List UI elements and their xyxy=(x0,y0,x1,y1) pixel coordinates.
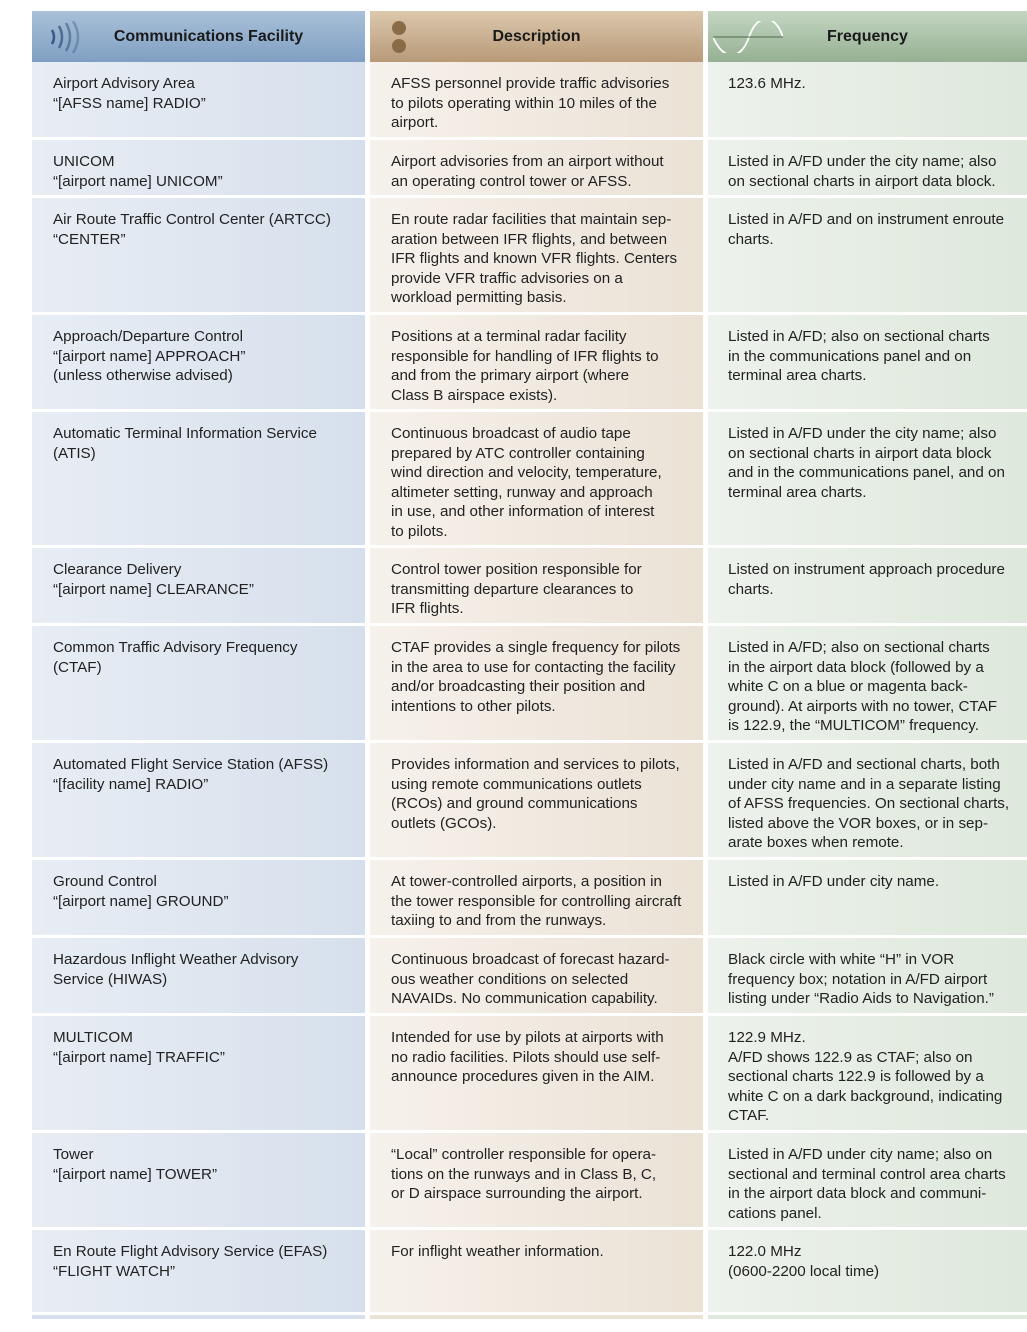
description-cell xyxy=(370,198,703,315)
frequency-text-line: Black circle with white “H” in VOR xyxy=(728,951,955,968)
frequency-cell xyxy=(708,938,1027,1016)
frequency-cell xyxy=(708,1016,1027,1133)
frequency-text-line: frequency box; notation in A/FD airport xyxy=(728,970,988,988)
frequency-cell xyxy=(708,626,1027,743)
radio-waves-icon xyxy=(42,21,84,53)
description-text-line: Control tower position responsible for xyxy=(391,561,642,578)
facility-text-line: (CTAF) xyxy=(53,658,102,676)
facility-text-line: Automatic Terminal Information Service xyxy=(53,425,317,442)
frequency-text-line: charts. xyxy=(728,580,774,598)
facility-text-line: En Route Flight Advisory Service (EFAS) xyxy=(53,1243,328,1260)
frequency-cell xyxy=(708,860,1027,938)
frequency-text-line: Listed in A/FD and on instrument enroute xyxy=(728,211,1005,228)
header-row xyxy=(32,11,1027,62)
facility-text-line: (ATIS) xyxy=(53,444,96,462)
facility-text-line: UNICOM xyxy=(53,153,115,170)
facility-text-line: “CENTER” xyxy=(53,230,126,248)
description-text-line: taxiing to and from the runways. xyxy=(391,912,607,929)
frequency-text-line: Listed in A/FD; also on sectional charts xyxy=(728,639,990,656)
frequency-text-line: 122.9 MHz. xyxy=(728,1029,806,1046)
facility-text-line: Ground Control xyxy=(53,873,157,890)
facility-text-line: (unless otherwise advised) xyxy=(53,367,233,384)
table-row xyxy=(32,1133,1027,1230)
description-text-line: Continuous broadcast of forecast hazard- xyxy=(391,951,670,968)
description-text-line: Continuous broadcast of audio tape xyxy=(391,425,631,442)
description-cell xyxy=(370,1230,703,1315)
frequency-text-line: ground). At airports with no tower, CTAF xyxy=(728,697,997,715)
table-row xyxy=(32,1230,1027,1315)
frequency-text-line: sectional and terminal control area charts xyxy=(728,1165,1006,1183)
description-cell xyxy=(370,626,703,743)
description-text-line: AFSS personnel provide traffic advisories xyxy=(391,75,670,92)
table-row xyxy=(32,140,1027,198)
communications-table xyxy=(32,11,1027,1315)
frequency-text-line: in the airport data block (followed by a xyxy=(728,658,984,676)
frequency-text-line: in the communications panel and on xyxy=(728,347,972,365)
facility-text-line: Airport Advisory Area xyxy=(53,75,195,92)
description-text-line: Positions at a terminal radar facility xyxy=(391,328,627,345)
table-row xyxy=(32,1016,1027,1133)
frequency-text-line: of AFSS frequencies. On sectional charts, xyxy=(728,795,1010,812)
frequency-text-line: 123.6 MHz. xyxy=(728,75,806,92)
frequency-cell xyxy=(708,1230,1027,1315)
description-text-line: and/or broadcasting their position and xyxy=(391,678,646,695)
header-description xyxy=(370,11,703,62)
frequency-text-line: terminal area charts. xyxy=(728,483,867,501)
facility-text-line: Approach/Departure Control xyxy=(53,328,243,345)
description-text-line: airport. xyxy=(391,114,439,131)
facility-text-line: Service (HIWAS) xyxy=(53,970,168,988)
facility-text-line: “[facility name] RADIO” xyxy=(53,775,209,793)
frequency-text-line: white C on a blue or magenta back- xyxy=(728,678,968,695)
description-text-line: Airport advisories from an airport without xyxy=(391,153,664,170)
facility-text-line: “[airport name] GROUND” xyxy=(53,892,229,910)
frequency-cell xyxy=(708,140,1027,198)
facility-cell xyxy=(32,1016,365,1133)
frequency-text-line: Listed on instrument approach procedure xyxy=(728,561,1005,578)
description-cell xyxy=(370,938,703,1016)
facility-cell xyxy=(32,140,365,198)
header-label: Communications Facility xyxy=(113,27,304,45)
description-text-line: tions on the runways and in Class B, C, xyxy=(391,1165,657,1183)
description-text-line: prepared by ATC controller containing xyxy=(391,444,645,462)
description-text-line: For inflight weather information. xyxy=(391,1243,604,1260)
frequency-text-line: cations panel. xyxy=(728,1204,822,1222)
frequency-text-line: Listed in A/FD under the city name; also xyxy=(728,153,997,170)
table-row xyxy=(32,938,1027,1016)
frequency-cell xyxy=(708,198,1027,315)
facility-text-line: MULTICOM xyxy=(53,1029,133,1046)
table-row xyxy=(32,743,1027,860)
facility-cell xyxy=(32,1133,365,1230)
header-frequency xyxy=(708,11,1027,62)
facility-text-line: Clearance Delivery xyxy=(53,561,182,578)
description-cell xyxy=(370,412,703,548)
description-text-line: aration between IFR flights, and between xyxy=(391,230,668,248)
description-text-line: En route radar facilities that maintain sep- xyxy=(391,211,672,228)
description-text-line: announce procedures given in the AIM. xyxy=(391,1068,655,1085)
frequency-text-line: charts. xyxy=(728,230,774,248)
frequency-text-line: listing under “Radio Aids to Navigation.” xyxy=(728,990,994,1007)
frequency-cell xyxy=(708,743,1027,860)
description-text-line: an operating control tower or AFSS. xyxy=(391,172,632,190)
description-text-line: wind direction and velocity, temperature, xyxy=(391,464,662,481)
table-row xyxy=(32,315,1027,412)
description-text-line: Provides information and services to pilots, xyxy=(391,756,680,773)
facility-cell xyxy=(32,315,365,412)
description-cell xyxy=(370,140,703,198)
table-row xyxy=(32,62,1027,140)
frequency-cell xyxy=(708,62,1027,140)
facility-text-line: Common Traffic Advisory Frequency xyxy=(53,639,298,656)
description-text-line: CTAF provides a single frequency for pilots xyxy=(391,639,681,656)
facility-text-line: “FLIGHT WATCH” xyxy=(53,1262,176,1280)
description-cell xyxy=(370,315,703,412)
facility-cell xyxy=(32,62,365,140)
header-communications-facility xyxy=(32,11,365,62)
frequency-text-line: A/FD shows 122.9 as CTAF; also on xyxy=(728,1048,973,1066)
frequency-cell xyxy=(708,315,1027,412)
header-label: Frequency xyxy=(827,27,908,45)
frequency-text-line: on sectional charts in airport data block. xyxy=(728,172,996,190)
facility-text-line: “[airport name] APPROACH” xyxy=(53,347,246,365)
frequency-text-line: and in the communications panel, and on xyxy=(728,464,1005,481)
table-row xyxy=(32,198,1027,315)
description-text-line: NAVAIDs. No communication capability. xyxy=(391,990,658,1007)
description-text-line: provide VFR traffic advisories on a xyxy=(391,269,623,287)
facility-cell xyxy=(32,412,365,548)
description-text-line: Class B airspace exists). xyxy=(391,386,558,404)
description-text-line: using remote communications outlets xyxy=(391,775,642,793)
frequency-text-line: arate boxes when remote. xyxy=(728,834,904,851)
facility-cell xyxy=(32,938,365,1016)
frequency-text-line: white C on a dark background, indicating xyxy=(728,1087,1003,1105)
frequency-text-line: terminal area charts. xyxy=(728,367,867,384)
facility-cell xyxy=(32,1230,365,1315)
table-row xyxy=(32,548,1027,626)
description-text-line: no radio facilities. Pilots should use self- xyxy=(391,1048,661,1066)
description-text-line: responsible for handling of IFR flights to xyxy=(391,347,659,365)
description-text-line: IFR flights. xyxy=(391,600,464,617)
facility-cell xyxy=(32,626,365,743)
header-label: Description xyxy=(492,27,581,45)
description-text-line: or D airspace surrounding the airport. xyxy=(391,1185,643,1202)
frequency-text-line: sectional charts 122.9 is followed by a xyxy=(728,1068,984,1085)
description-text-line: Intended for use by pilots at airports with xyxy=(391,1029,664,1046)
description-text-line: transmitting departure clearances to xyxy=(391,580,634,598)
description-text-line: IFR flights and known VFR flights. Centers xyxy=(391,250,678,267)
facility-text-line: “[airport name] TOWER” xyxy=(53,1165,218,1183)
frequency-text-line: in the airport data block and communi- xyxy=(728,1185,987,1202)
facility-cell xyxy=(32,548,365,626)
frequency-text-line: listed above the VOR boxes, or in sep- xyxy=(728,814,989,832)
frequency-cell xyxy=(708,412,1027,548)
frequency-text-line: CTAF. xyxy=(728,1107,770,1124)
description-text-line: in the area to use for contacting the facility xyxy=(391,658,676,676)
description-text-line: (RCOs) and ground communications xyxy=(391,795,638,812)
table-footer-band xyxy=(32,1315,1027,1319)
description-text-line: At tower-controlled airports, a position in xyxy=(391,873,662,890)
facility-text-line: “[AFSS name] RADIO” xyxy=(53,94,206,112)
description-cell xyxy=(370,548,703,626)
sine-wave-icon xyxy=(713,21,783,53)
description-cell xyxy=(370,1133,703,1230)
description-text-line: “Local” controller responsible for opera- xyxy=(391,1146,657,1163)
description-text-line: to pilots operating within 10 miles of the xyxy=(391,94,657,112)
description-text-line: and from the primary airport (where xyxy=(391,367,630,384)
frequency-text-line: Listed in A/FD and sectional charts, both xyxy=(728,756,1000,773)
facility-cell xyxy=(32,860,365,938)
facility-text-line: Automated Flight Service Station (AFSS) xyxy=(53,756,329,773)
frequency-cell xyxy=(708,1133,1027,1230)
description-text-line: workload permitting basis. xyxy=(391,289,567,306)
frequency-text-line: under city name and in a separate listing xyxy=(728,775,1001,793)
facility-cell xyxy=(32,743,365,860)
table-row xyxy=(32,860,1027,938)
facility-cell xyxy=(32,198,365,315)
frequency-text-line: Listed in A/FD under city name. xyxy=(728,873,940,890)
description-cell xyxy=(370,62,703,140)
description-text-line: altimeter setting, runway and approach xyxy=(391,483,653,501)
facility-text-line: “[airport name] TRAFFIC” xyxy=(53,1048,225,1066)
facility-text-line: Air Route Traffic Control Center (ARTCC) xyxy=(53,211,331,228)
frequency-text-line: is 122.9, the “MULTICOM” frequency. xyxy=(728,717,979,734)
frequency-text-line: Listed in A/FD; also on sectional charts xyxy=(728,328,990,345)
table-row xyxy=(32,626,1027,743)
description-cell xyxy=(370,743,703,860)
frequency-text-line: Listed in A/FD under the city name; also xyxy=(728,425,997,442)
description-cell xyxy=(370,1016,703,1133)
description-text-line: intentions to other pilots. xyxy=(391,697,556,715)
facility-text-line: “[airport name] UNICOM” xyxy=(53,172,223,190)
frequency-text-line: on sectional charts in airport data block xyxy=(728,444,992,462)
description-text-line: ous weather conditions on selected xyxy=(391,970,629,988)
description-text-line: outlets (GCOs). xyxy=(391,814,497,832)
description-text-line: in use, and other information of interest xyxy=(391,503,655,520)
table-row xyxy=(32,412,1027,548)
frequency-cell xyxy=(708,548,1027,626)
description-text-line: the tower responsible for controlling aircraft xyxy=(391,892,682,910)
description-text-line: to pilots. xyxy=(391,522,448,540)
facility-text-line: “[airport name] CLEARANCE” xyxy=(53,580,254,598)
facility-text-line: Hazardous Inflight Weather Advisory xyxy=(53,951,299,968)
circles-icon xyxy=(390,19,408,55)
facility-text-line: Tower xyxy=(53,1146,94,1163)
description-cell xyxy=(370,860,703,938)
frequency-text-line: Listed in A/FD under city name; also on xyxy=(728,1146,993,1163)
frequency-text-line: 122.0 MHz xyxy=(728,1243,802,1260)
table-body xyxy=(32,62,1027,1315)
frequency-text-line: (0600-2200 local time) xyxy=(728,1262,880,1280)
